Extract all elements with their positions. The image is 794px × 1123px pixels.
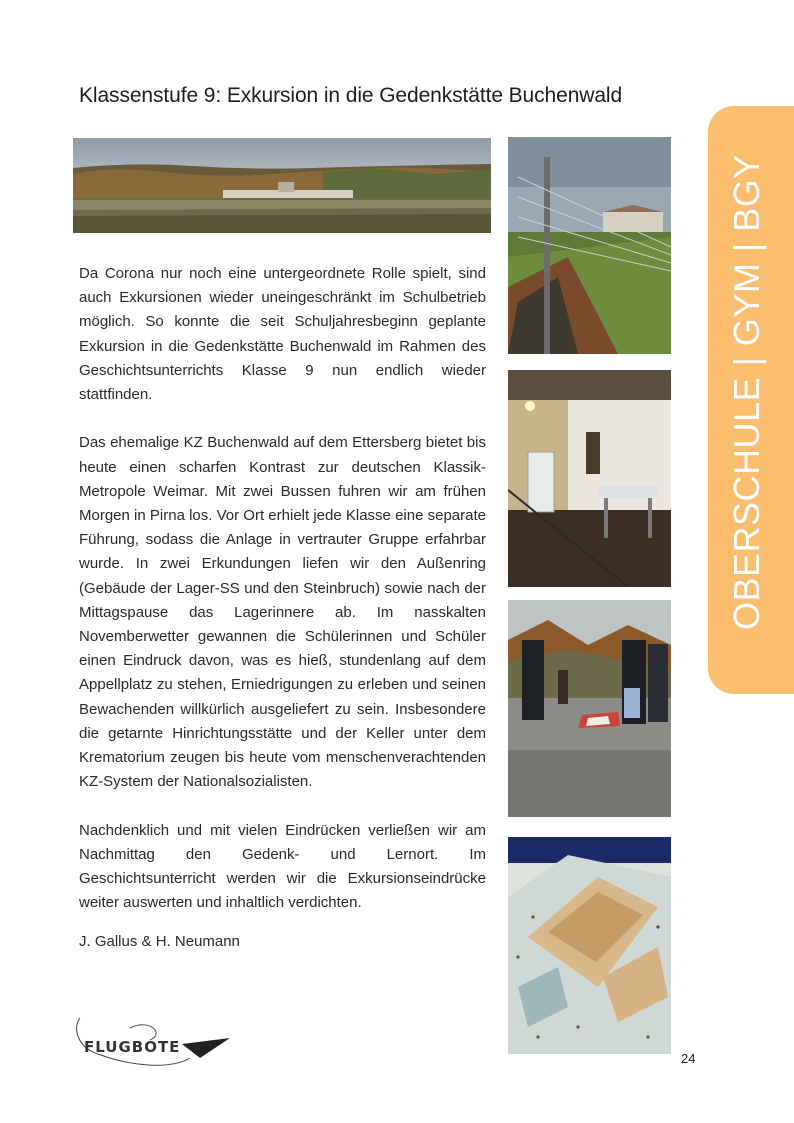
paragraph-1: Da Corona nur noch eine untergeordnete Rolle spielt, sind auch Exkursionen wieder uneingeschränkt im Schulbetrieb möglich. So konnte die seit Schuljahresbeginn geplante Exkursion in die Gedenkstätte Buchenwald im Rahmen des Geschichtsunterrichts Klasse 9 nun endlich wieder stattfinden.: [79, 265, 486, 404]
page-number: 24: [681, 1051, 696, 1066]
author-line: J. Gallus & H. Neumann: [79, 933, 240, 950]
paragraph-3: Nachdenklich und mit vielen Eindrücken verließen wir am Nachmittag den Gedenk- und Lernort. Im Geschichtsunterricht werden wir die Exkursionseindrücke weiter auswerten und inhaltlich verdichten.: [79, 821, 486, 912]
flugbote-logo: [70, 1008, 240, 1078]
camp-model-photo: [508, 837, 671, 1054]
paragraph-2: Das ehemalige KZ Buchenwald auf dem Ettersberg bietet bis heute einen scharfen Kontrast zur deutschen Klassik-Metropole Weimar. Mit zwei Bussen fuhren wir am frühen Morgen in Pirna los. Vor Ort erhielt jede Klasse eine separate Führung, sodass die Anlage in vertrauter Gruppe erfahrbar wurde. In zwei Erkundungen liefen wir den Außenring (Gebäude der Lager-SS und den Steinbruch) sowie nach der Mittagspause das Lagerinnere ab. Im nasskalten Novemberwetter gewannen die Schülerinnen und Schüler einen Eindruck davon, was es hieß, stundenlang auf dem Appellplatz zu stehen, Erniedrigungen zu erleben und seinen Bewachenden willkürlich ausgeliefert zu sein. Insbesondere die getarnte Hinrichtungsstätte und der Keller unter dem Krematorium zeugen bis heute vom menschenverachtenden KZ-System der Nationalsozialisten.: [79, 434, 486, 791]
logo-text: FLUGBOTE: [84, 1038, 181, 1056]
memorial-photo: [508, 600, 671, 817]
panorama-photo: [73, 138, 491, 233]
fence-photo: [508, 137, 671, 354]
section-tab-label: OBERSCHULE | GYM | BGY: [726, 154, 767, 630]
page-title: Klassenstufe 9: Exkursion in die Gedenkstätte Buchenwald: [79, 84, 623, 107]
article-body: [79, 262, 486, 940]
interior-photo: [508, 370, 671, 587]
